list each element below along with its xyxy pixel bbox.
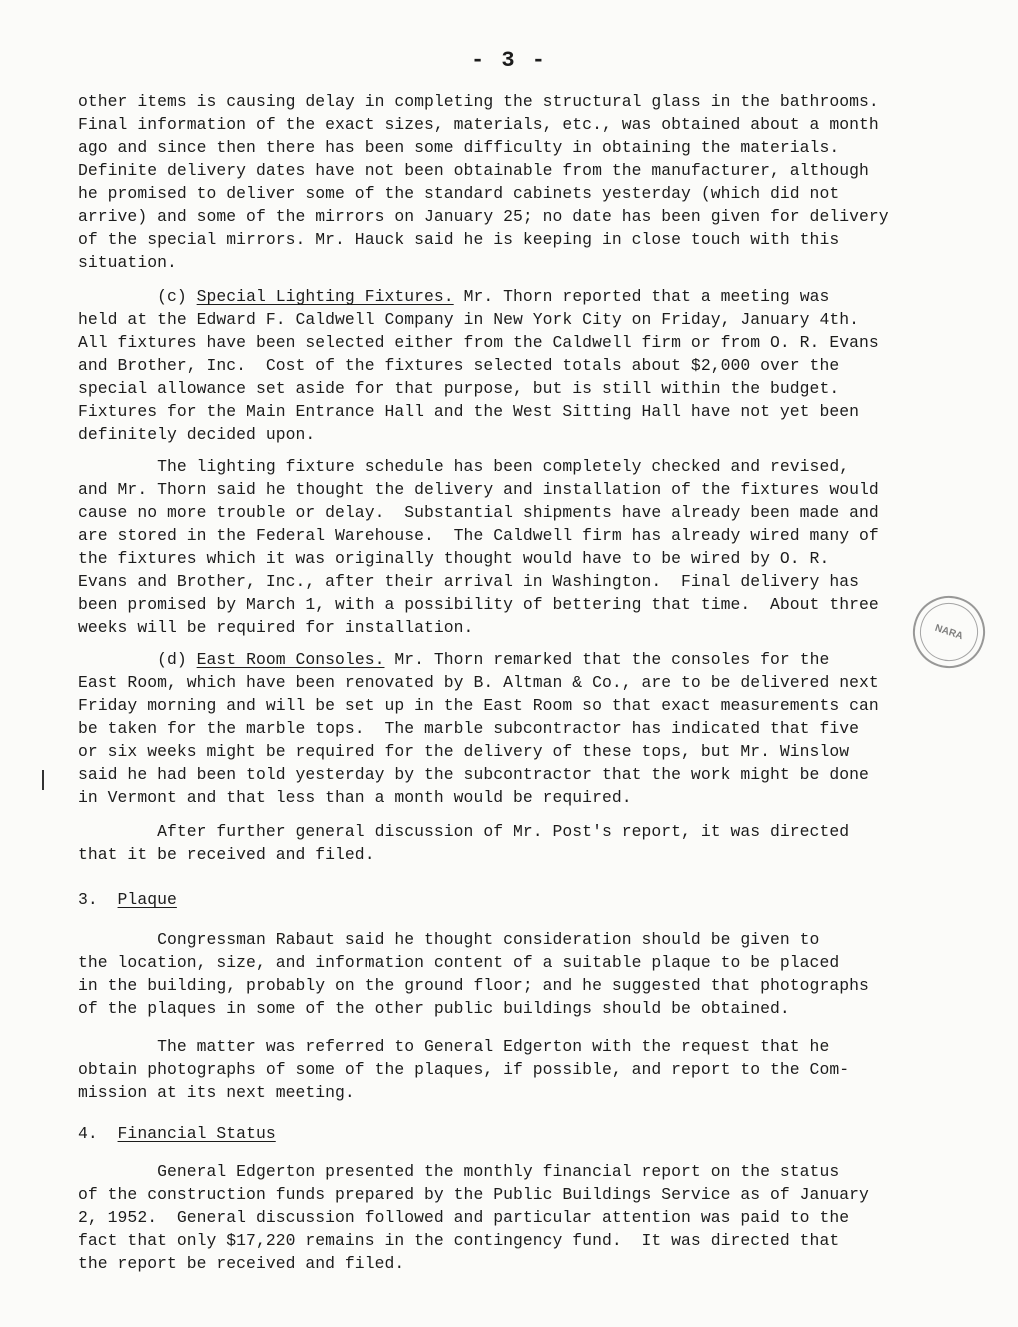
line-text: Mr. Thorn remarked that the consoles for the	[384, 650, 830, 669]
lighting-schedule-paragraph	[78, 455, 958, 639]
heading-prefix: 4.	[78, 1124, 118, 1143]
text-line: the fixtures which it was originally thought would have to be wired by O. R.	[78, 549, 830, 568]
text-line: definitely decided upon.	[78, 425, 316, 444]
text-line: of the plaques in some of the other public buildings should be obtained.	[78, 999, 790, 1018]
section-4-heading	[78, 1122, 958, 1145]
text-line: are stored in the Federal Warehouse. The Caldwell firm has already wired many of	[78, 526, 879, 545]
text-line: weeks will be required for installation.	[78, 618, 474, 637]
heading-prefix: 3.	[78, 890, 118, 909]
line-text: Mr. Thorn reported that a meeting was	[453, 287, 830, 306]
text-line: the report be received and filed.	[78, 1254, 405, 1273]
heading-prefix: (d)	[78, 650, 197, 669]
text-line: the location, size, and information content of a suitable plaque to be placed	[78, 953, 840, 972]
text-line: ago and since then there has been some difficulty in obtaining the materials.	[78, 138, 840, 157]
text-line: and Brother, Inc. Cost of the fixtures selected totals about $2,000 over the	[78, 356, 840, 375]
text-line: special allowance set aside for that purpose, but is still within the budget.	[78, 379, 840, 398]
lighting-fixtures-paragraph	[78, 285, 958, 446]
text-line: After further general discussion of Mr. Post's report, it was directed	[78, 822, 850, 841]
margin-mark	[42, 770, 44, 790]
continuation-paragraph	[78, 90, 958, 274]
text-line: Final information of the exact sizes, materials, etc., was obtained about a month	[78, 115, 879, 134]
heading-prefix: (c)	[78, 287, 197, 306]
text-line: Congressman Rabaut said he thought consideration should be given to	[78, 930, 820, 949]
text-line: 2, 1952. General discussion followed and particular attention was paid to the	[78, 1208, 850, 1227]
section-3-heading	[78, 888, 958, 911]
text-line: of the construction funds prepared by the Public Buildings Service as of January	[78, 1185, 869, 1204]
section-heading: Special Lighting Fixtures.	[196, 287, 454, 306]
text-line: other items is causing delay in completing the structural glass in the bathrooms.	[78, 92, 879, 111]
text-line: be taken for the marble tops. The marble subcontractor has indicated that five	[78, 719, 859, 738]
text-line: said he had been told yesterday by the subcontractor that the work might be done	[78, 765, 869, 784]
text-line: arrive) and some of the mirrors on January 25; no date has been given for delivery	[78, 207, 889, 226]
text-line	[78, 285, 958, 308]
text-line: or six weeks might be required for the delivery of these tops, but Mr. Winslow	[78, 742, 850, 761]
text-line: East Room, which have been renovated by B. Altman & Co., are to be delivered next	[78, 673, 879, 692]
text-line: cause no more trouble or delay. Substantial shipments have already been made and	[78, 503, 879, 522]
stamp-ring	[912, 595, 985, 668]
text-line: All fixtures have been selected either from the Caldwell firm or from O. R. Evans	[78, 333, 879, 352]
text-line	[78, 648, 958, 671]
text-line: in the building, probably on the ground floor; and he suggested that photographs	[78, 976, 869, 995]
text-line: Friday morning and will be set up in the East Room so that exact measurements can	[78, 696, 879, 715]
plaque-paragraph-1	[78, 928, 958, 1020]
text-line: mission at its next meeting.	[78, 1083, 355, 1102]
text-line: fact that only $17,220 remains in the contingency fund. It was directed that	[78, 1231, 840, 1250]
text-line: General Edgerton presented the monthly financial report on the status	[78, 1162, 840, 1181]
text-line: of the special mirrors. Mr. Hauck said he is keeping in close touch with this	[78, 230, 840, 249]
page-number: - 3 -	[470, 48, 547, 73]
text-line: in Vermont and that less than a month would be required.	[78, 788, 632, 807]
section-heading: East Room Consoles.	[196, 650, 385, 669]
stamp-center-text: NARA	[933, 622, 965, 642]
text-line: and Mr. Thorn said he thought the delivery and installation of the fixtures would	[78, 480, 879, 499]
text-line: held at the Edward F. Caldwell Company in New York City on Friday, January 4th.	[78, 310, 859, 329]
text-line	[78, 888, 958, 911]
section-heading: Plaque	[117, 890, 177, 909]
text-line: Definite delivery dates have not been obtainable from the manufacturer, although	[78, 161, 869, 180]
post-report-paragraph	[78, 820, 958, 866]
text-line: situation.	[78, 253, 177, 272]
text-line: that it be received and filed.	[78, 845, 375, 864]
plaque-paragraph-2	[78, 1035, 958, 1104]
text-line: Fixtures for the Main Entrance Hall and the West Sitting Hall have not yet been	[78, 402, 859, 421]
text-line: been promised by March 1, with a possibility of bettering that time. About three	[78, 595, 879, 614]
text-line: The matter was referred to General Edgerton with the request that he	[78, 1037, 830, 1056]
section-heading: Financial Status	[117, 1124, 276, 1143]
text-line	[78, 1122, 958, 1145]
text-line: he promised to deliver some of the standard cabinets yesterday (which did not	[78, 184, 840, 203]
text-line: The lighting fixture schedule has been completely checked and revised,	[78, 457, 850, 476]
east-room-consoles-paragraph	[78, 648, 958, 809]
financial-paragraph	[78, 1160, 958, 1275]
text-line: Evans and Brother, Inc., after their arrival in Washington. Final delivery has	[78, 572, 859, 591]
text-line: obtain photographs of some of the plaques, if possible, and report to the Com-	[78, 1060, 850, 1079]
